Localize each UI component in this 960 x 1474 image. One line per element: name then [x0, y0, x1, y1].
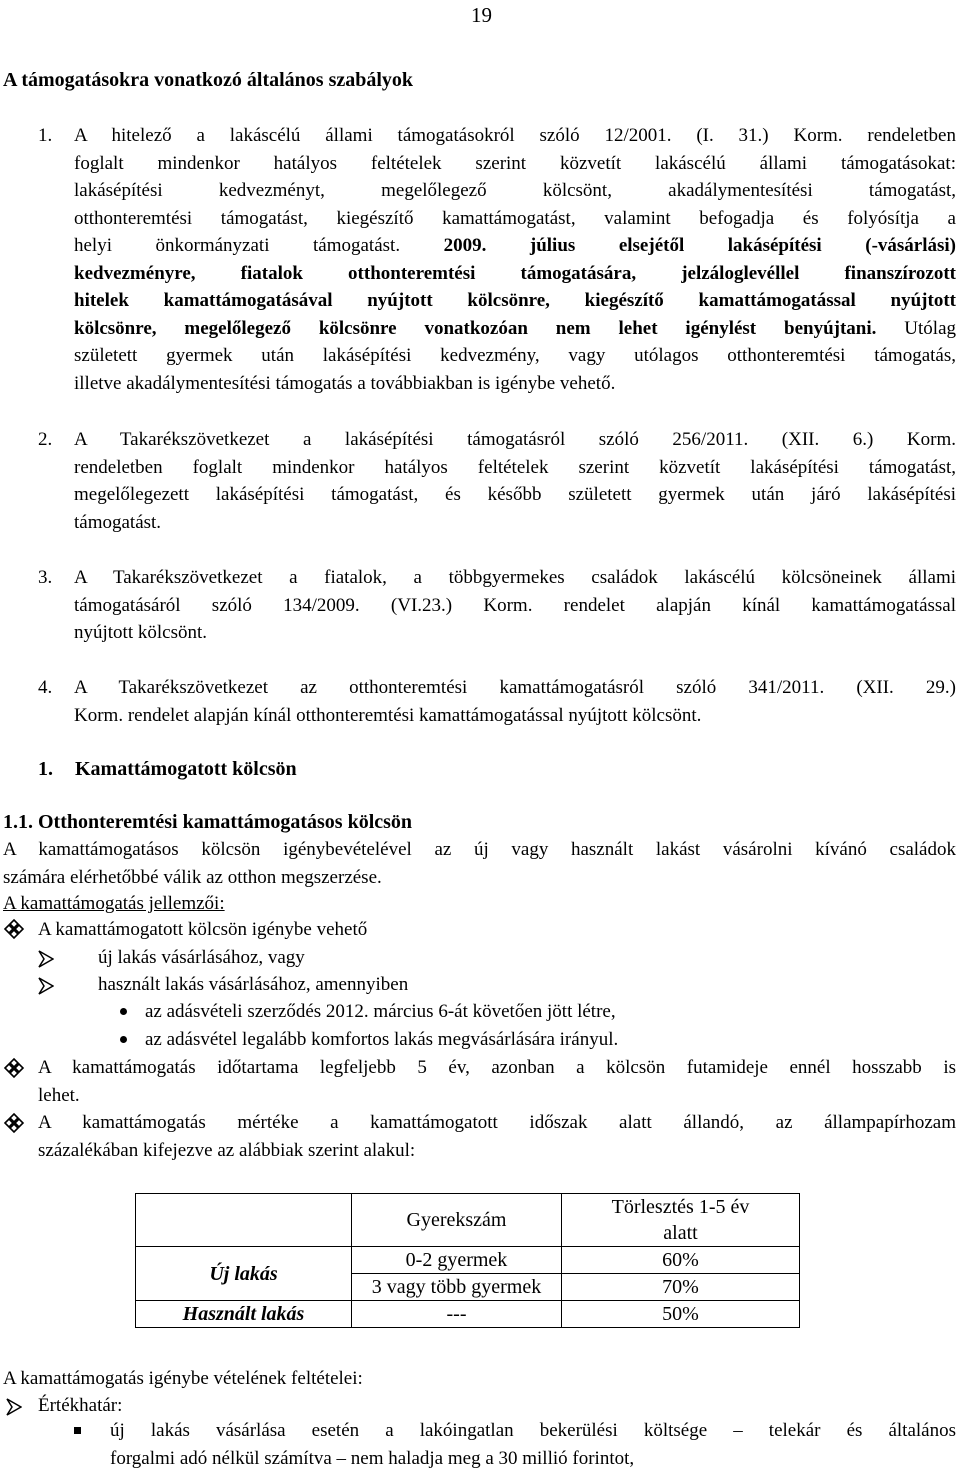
text-line	[74, 232, 956, 260]
text-line: A Takarékszövetkezet az otthonteremtési kamattámogatásról szóló 341/2011. (XII. 29.)	[74, 677, 956, 698]
table-cell: 60%	[562, 1247, 800, 1274]
arrow-bullet-icon	[38, 950, 54, 968]
text-line: új lakás vásárlása esetén a lakóingatlan bekerülési költsége – telekár és általános	[110, 1420, 956, 1441]
text-line: megelőlegezett lakásépítési támogatást, és később született gyermek után járó lakásépítési	[74, 484, 956, 505]
table-cell: 3 vagy több gyermek	[352, 1274, 562, 1301]
text-line: lehet.	[38, 1084, 80, 1106]
header-line: Törlesztés 1-5 év	[611, 1196, 750, 1218]
arrow-bullet-icon	[6, 1398, 22, 1416]
dot-bullet-icon	[120, 1036, 127, 1043]
item-number: 4.	[38, 677, 53, 698]
text-line: otthonteremtési támogatást, kiegészítő kamattámogatást, valamint befogadja és folyósítja a	[74, 207, 956, 229]
table-cell: 50%	[562, 1301, 800, 1328]
text-line: támogatást.	[74, 511, 162, 533]
condition-item: Értékhatár:	[38, 1395, 123, 1416]
arrow-bullet-icon	[38, 977, 54, 995]
feature-subsubitem: az adásvétel legalább komfortos lakás megvásárlására irányul.	[145, 1029, 619, 1050]
text-normal: helyi önkormányzati támogatást.	[74, 235, 444, 256]
feature-text: A kamattámogatott kölcsön igénybe vehető	[38, 919, 368, 940]
section-heading: A támogatásokra vonatkozó általános szabályok	[3, 69, 414, 91]
numbered-item-2	[38, 426, 956, 536]
intro-paragraph	[3, 836, 956, 891]
text-line: lakásépítési kedvezményt, megelőlegező kölcsönt, akadálymentesítési támogatást,	[74, 180, 956, 201]
section-1-1-title: 1.1. Otthonteremtési kamattámogatásos kölcsön	[3, 811, 413, 833]
text-line: született gyermek után lakásépítési kedvezmény, vagy utólagos otthonteremtési támogatás,	[74, 345, 956, 366]
table-row	[136, 1247, 800, 1274]
feature-subitem: új lakás vásárlásához, vagy	[98, 947, 305, 968]
text-line: számára elérhetőbbé válik az otthon megszerzése.	[3, 866, 382, 888]
feature-text	[38, 1054, 956, 1109]
feature-text	[38, 1109, 956, 1164]
numbered-item-4	[38, 674, 956, 729]
text-line: Korm. rendelet alapján kínál otthonteremtési kamattámogatással nyújtott kölcsönt.	[74, 704, 702, 726]
table-row-label: Használt lakás	[136, 1301, 352, 1328]
text-line: A Takarékszövetkezet a lakásépítési támogatásról szóló 256/2011. (XII. 6.) Korm.	[74, 429, 956, 450]
feature-subitem: használt lakás vásárlásához, amennyiben	[98, 974, 409, 995]
text-line: foglalt mindenkor hatályos feltételek szerint közvetít lakáscélú állami támogatásokat:	[74, 152, 956, 174]
numbered-item-3	[38, 564, 956, 647]
text-line: támogatásáról szóló 134/2009. (VI.23.) Korm. rendelet alapján kínál kamattámogatással	[74, 594, 956, 616]
text-line: illetve akadálymentesítési támogatás a továbbiakban is igénybe vehető.	[74, 372, 616, 394]
interest-rate-table	[135, 1193, 800, 1328]
page-number: 19	[471, 3, 492, 27]
item-number: 1.	[38, 125, 53, 146]
section-1-title: Kamattámogatott kölcsön	[75, 758, 297, 780]
item-text	[74, 564, 956, 647]
item-text	[74, 426, 956, 536]
text-normal: Utólag	[876, 317, 956, 339]
table-cell: 70%	[562, 1274, 800, 1301]
table-cell: ---	[352, 1301, 562, 1328]
condition-subitem	[110, 1417, 956, 1472]
item-number: 3.	[38, 567, 53, 588]
text-line-bold: hitelek kamattámogatásával nyújtott kölcsönre, kiegészítő kamattámogatással nyújtott	[74, 290, 956, 311]
table-header-children: Gyerekszám	[352, 1194, 562, 1247]
item-text	[74, 674, 956, 729]
text-line: A hitelező a lakáscélú állami támogatásokról szóló 12/2001. (I. 31.) Korm. rendeletben	[74, 125, 956, 146]
feature-subsubitem: az adásvételi szerződés 2012. március 6-át követően jött létre,	[145, 1001, 616, 1022]
section-1-number: 1.	[38, 758, 53, 780]
text-line: A Takarékszövetkezet a fiatalok, a többgyermekes családok lakáscélú kölcsöneinek állami	[74, 567, 956, 588]
features-label: A kamattámogatás jellemzői:	[3, 893, 225, 914]
text-line: nyújtott kölcsönt.	[74, 622, 207, 643]
square-bullet-icon	[74, 1427, 81, 1434]
text-line: százalékában kifejezve az alábbiak szerint alakul:	[38, 1139, 416, 1161]
text-line: A kamattámogatásos kölcsön igénybevételével az új vagy használt lakást vásárolni kívánó családok	[3, 839, 956, 860]
item-text	[74, 122, 956, 397]
table-header-repayment	[562, 1194, 800, 1247]
header-line: alatt	[663, 1222, 698, 1244]
diamond-bullet-icon	[3, 1112, 25, 1134]
text-line	[74, 315, 956, 343]
item-number: 2.	[38, 429, 53, 450]
table-row	[136, 1301, 800, 1328]
text-line-bold: kedvezményre, fiatalok otthonteremtési támogatására, jelzáloglevéllel finanszírozott	[74, 262, 956, 284]
text-bold: 2009. július elsejétől lakásépítési (-vásárlási)	[443, 235, 957, 256]
table-cell: 0-2 gyermek	[352, 1247, 562, 1274]
diamond-bullet-icon	[3, 1057, 25, 1079]
dot-bullet-icon	[120, 1008, 127, 1015]
table-header-row	[136, 1194, 800, 1247]
numbered-item-1	[38, 122, 956, 397]
diamond-bullet-icon	[3, 918, 25, 940]
text-line: forgalmi adó nélkül számítva – nem haladja meg a 30 millió forintot,	[110, 1447, 635, 1469]
table-cell-empty	[136, 1194, 352, 1247]
conditions-label: A kamattámogatás igénybe vételének feltételei:	[3, 1368, 363, 1389]
text-line: A kamattámogatás időtartama legfeljebb 5 év, azonban a kölcsön futamideje ennél hosszabb is	[38, 1057, 956, 1078]
text-line: rendeletben foglalt mindenkor hatályos feltételek szerint közvetít lakásépítési támogatást,	[74, 456, 956, 478]
text-line: A kamattámogatás mértéke a kamattámogatott időszak alatt állandó, az állampapírhozam	[38, 1112, 956, 1133]
text-bold: kölcsönre, megelőlegező kölcsönre vonatkozóan nem lehet igénylést benyújtani.	[74, 317, 877, 339]
table-row-label: Új lakás	[136, 1247, 352, 1301]
